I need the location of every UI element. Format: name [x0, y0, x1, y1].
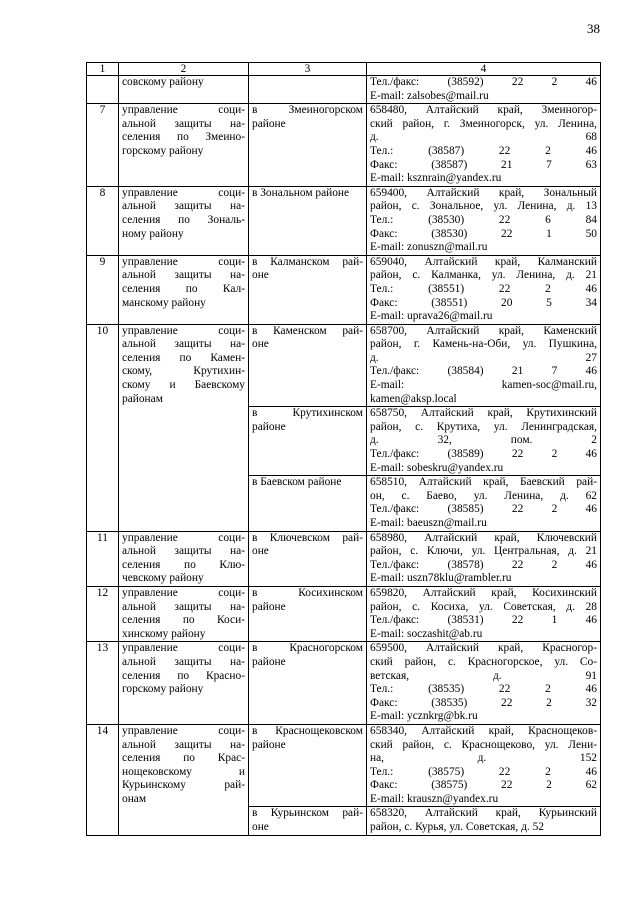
contact-line: район, г. Камень-на-Оби, ул. Пушкина, — [370, 338, 597, 351]
contact-line: 658340, Алтайский край, Краснощеков- — [370, 724, 597, 737]
column-header-organization: 2 — [119, 63, 249, 76]
contacts-cell — [367, 531, 601, 586]
district-line: оне — [252, 821, 269, 834]
table-row — [87, 186, 601, 255]
organization-line: селения по Камен- — [122, 351, 245, 364]
district-line: в Крутихинском — [252, 407, 363, 420]
contact-line: Факс: (38575) 22 2 62 — [370, 779, 597, 792]
contact-line: 658980, Алтайский край, Ключевский — [370, 531, 597, 544]
contact-line: на, д. 152 — [370, 752, 597, 765]
table-body — [87, 76, 601, 836]
district-line: районе — [252, 420, 286, 433]
contact-line: Факс: (38587) 21 7 63 — [370, 158, 597, 171]
contact-line: д. 68 — [370, 131, 597, 144]
contact-line: он, с. Баево, ул. Ленина, д. 62 — [370, 489, 597, 502]
district-line: оне — [252, 338, 269, 351]
contact-line: 659400, Алтайский край, Зональный — [370, 186, 597, 199]
contact-line: kamen@aksp.local — [370, 392, 457, 405]
table-row — [87, 531, 601, 586]
table-row — [87, 642, 601, 725]
district-line: в Косихинском — [252, 586, 363, 599]
row-number-cell: 9 — [87, 255, 119, 324]
organization-cell — [119, 324, 249, 531]
contact-line: Факс: (38530) 22 1 50 — [370, 227, 597, 240]
row-number-cell: 14 — [87, 724, 119, 835]
contacts-cell — [367, 476, 601, 531]
organization-line: управление соци- — [122, 255, 245, 268]
contact-line: 658700, Алтайский край, Каменский — [370, 324, 597, 337]
district-line: оне — [252, 545, 269, 558]
district-cell — [249, 186, 367, 255]
district-line: в Калманском рай- — [252, 255, 363, 268]
contact-line: Тел./факс: (38585) 22 2 46 — [370, 503, 597, 516]
table-row — [87, 104, 601, 187]
table-row — [87, 76, 601, 104]
column-header-contacts: 4 — [367, 63, 601, 76]
district-line: в Ключевском рай- — [252, 531, 363, 544]
offices-table — [86, 62, 601, 836]
organization-line: управление соци- — [122, 324, 245, 337]
district-line: районе — [252, 655, 286, 668]
organization-line: альной защиты на- — [122, 338, 245, 351]
organization-line: чевскому району — [122, 572, 204, 585]
contact-line: 658750, Алтайский край, Крутихинский — [370, 407, 597, 420]
row-number-cell: 10 — [87, 324, 119, 531]
organization-line: альной защиты на- — [122, 269, 245, 282]
organization-line: управление соци- — [122, 586, 245, 599]
organization-line: управление соци- — [122, 104, 245, 117]
district-line: в Красногорском — [252, 642, 363, 655]
contact-line: Тел.: (38530) 22 6 84 — [370, 213, 597, 226]
contact-line: район, с. Калманка, ул. Ленина, д. 21 — [370, 269, 597, 282]
contacts-cell — [367, 76, 601, 104]
organization-cell — [119, 104, 249, 187]
contact-line: E-mail: uprava26@mail.ru — [370, 310, 493, 323]
contact-line: Факс: (38535) 22 2 32 — [370, 696, 597, 709]
district-line: в Краснощековском — [252, 724, 363, 737]
district-line: в Змеиногорском — [252, 104, 363, 117]
organization-cell — [119, 531, 249, 586]
organization-cell — [119, 586, 249, 641]
contact-line: 659500, Алтайский край, Красногор- — [370, 642, 597, 655]
contacts-cell — [367, 255, 601, 324]
district-cell — [249, 724, 367, 807]
contact-line: д. 32, пом. 2 — [370, 434, 597, 447]
contact-line: Тел.: (38551) 22 2 46 — [370, 282, 597, 295]
organization-line: онам — [122, 792, 147, 805]
district-line: в Курьинском рай- — [252, 807, 363, 820]
district-cell — [249, 255, 367, 324]
contact-line: 658480, Алтайский край, Змеиногор- — [370, 104, 597, 117]
contact-line: Тел./факс: (38531) 22 1 46 — [370, 614, 597, 627]
table-row — [87, 724, 601, 807]
contact-line: Тел.: (38535) 22 2 46 — [370, 683, 597, 696]
column-header-number: 1 — [87, 63, 119, 76]
row-number-cell: 7 — [87, 104, 119, 187]
organization-line: селения по Клю- — [122, 558, 245, 571]
contact-line: E-mail: zonuszn@mail.ru — [370, 241, 488, 254]
contacts-cell — [367, 324, 601, 407]
contact-line: 658510, Алтайский край, Баевский рай- — [370, 476, 597, 489]
organization-line: Курьинскому рай- — [122, 779, 245, 792]
contact-line: ский район, г. Змеиногорск, ул. Ленина, — [370, 117, 597, 130]
contacts-cell — [367, 186, 601, 255]
district-line: районе — [252, 117, 286, 130]
organization-line: альной защиты на- — [122, 738, 245, 751]
organization-line: совскому району — [122, 76, 204, 88]
row-number-cell — [87, 76, 119, 104]
organization-line: управление соци- — [122, 642, 245, 655]
district-cell — [249, 642, 367, 725]
row-number-cell: 11 — [87, 531, 119, 586]
organization-cell — [119, 642, 249, 725]
organization-cell — [119, 724, 249, 835]
organization-line: нощековскому и — [122, 765, 245, 778]
contact-line: район, с. Косиха, ул. Советская, д. 28 — [370, 600, 597, 613]
contacts-cell — [367, 807, 601, 835]
district-line: в Баевском районе — [252, 476, 342, 489]
contacts-cell — [367, 724, 601, 807]
contact-line: E-mail: krauszn@yandex.ru — [370, 792, 499, 805]
contact-line: 658320, Алтайский край, Курьинский — [370, 807, 597, 820]
organization-line: хинскому району — [122, 627, 206, 640]
organization-line: альной защиты на- — [122, 545, 245, 558]
contact-line: E-mail: kamen-soc@mail.ru, — [370, 379, 597, 392]
contact-line: Тел./факс: (38584) 21 7 46 — [370, 365, 597, 378]
contact-line: E-mail: uszn78klu@rambler.ru — [370, 572, 512, 585]
contact-line: ский район, с. Краснощеково, ул. Лени- — [370, 738, 597, 751]
contacts-cell — [367, 642, 601, 725]
page-number: 38 — [587, 21, 600, 36]
district-cell — [249, 807, 367, 835]
contact-line: Тел./факс: (38589) 22 2 46 — [370, 448, 597, 461]
contact-line: E-mail: soczashit@ab.ru — [370, 627, 483, 640]
organization-line: альной защиты на- — [122, 655, 245, 668]
organization-cell — [119, 186, 249, 255]
row-number-cell: 13 — [87, 642, 119, 725]
contact-line: район, с. Зональное, ул. Ленина, д. 13 — [370, 200, 597, 213]
contact-line: д. 27 — [370, 351, 597, 364]
column-header-district: 3 — [249, 63, 367, 76]
contact-line: 659820, Алтайский край, Косихинский — [370, 586, 597, 599]
district-cell — [249, 476, 367, 531]
contact-line: Тел./факс: (38578) 22 2 46 — [370, 558, 597, 571]
district-cell — [249, 76, 367, 104]
contact-line: Тел.: (38575) 22 2 46 — [370, 765, 597, 778]
contact-line: E-mail: sobeskru@yandex.ru — [370, 461, 504, 474]
organization-line: селения по Зональ- — [122, 213, 245, 226]
district-line: районе — [252, 600, 286, 613]
district-cell — [249, 104, 367, 187]
district-cell — [249, 407, 367, 476]
contact-line: Тел./факс: (38592) 22 2 46 — [370, 76, 597, 88]
contact-line: район, с. Крутиха, ул. Ленинградская, — [370, 420, 597, 433]
organization-line: селения по Кал- — [122, 282, 245, 295]
table-row — [87, 255, 601, 324]
district-line: оне — [252, 269, 269, 282]
organization-line: селения по Коси- — [122, 614, 245, 627]
district-cell — [249, 531, 367, 586]
row-number-cell: 8 — [87, 186, 119, 255]
contacts-cell — [367, 407, 601, 476]
organization-line: селения по Змеино- — [122, 131, 245, 144]
district-cell — [249, 324, 367, 407]
contact-line: E-mail: ksznrain@yandex.ru — [370, 172, 502, 185]
contact-line: ский район, с. Красногорское, ул. Со- — [370, 655, 597, 668]
organization-line: горскому району — [122, 144, 204, 157]
district-line: в Зональном районе — [252, 186, 350, 199]
organization-line: ному району — [122, 227, 184, 240]
contacts-cell — [367, 586, 601, 641]
table-row — [87, 324, 601, 407]
contact-line: E-mail: baeuszn@mail.ru — [370, 517, 487, 529]
organization-line: горскому району — [122, 683, 204, 696]
organization-line: скому и Баевскому — [122, 379, 245, 392]
organization-line: альной защиты на- — [122, 200, 245, 213]
contact-line: район, с. Ключи, ул. Центральная, д. 21 — [370, 545, 597, 558]
contact-line: 659040, Алтайский край, Калманский — [370, 255, 597, 268]
organization-cell — [119, 76, 249, 104]
contact-line: Тел.: (38587) 22 2 46 — [370, 144, 597, 157]
organization-cell — [119, 255, 249, 324]
contact-line: Факс: (38551) 20 5 34 — [370, 296, 597, 309]
organization-line: управление соци- — [122, 186, 245, 199]
organization-line: скому, Крутихин- — [122, 365, 245, 378]
district-cell — [249, 586, 367, 641]
district-line: районе — [252, 738, 286, 751]
organization-line: манскому району — [122, 296, 206, 309]
contacts-cell — [367, 104, 601, 187]
table-header — [87, 63, 601, 76]
organization-line: селения по Красно- — [122, 669, 245, 682]
header-row — [87, 63, 601, 76]
contact-line: E-mail: ycznkrg@bk.ru — [370, 710, 478, 723]
organization-line: селения по Крас- — [122, 752, 245, 765]
organization-line: управление соци- — [122, 724, 245, 737]
contact-line: ветская, д. 91 — [370, 669, 597, 682]
table-row — [87, 586, 601, 641]
district-line: в Каменском рай- — [252, 324, 363, 337]
contact-line: район, с. Курья, ул. Советская, д. 52 — [370, 821, 544, 834]
organization-line: альной защиты на- — [122, 117, 245, 130]
row-number-cell: 12 — [87, 586, 119, 641]
contact-line: E-mail: zalsobes@mail.ru — [370, 89, 489, 102]
organization-line: районам — [122, 392, 163, 405]
organization-line: альной защиты на- — [122, 600, 245, 613]
organization-line: управление соци- — [122, 531, 245, 544]
